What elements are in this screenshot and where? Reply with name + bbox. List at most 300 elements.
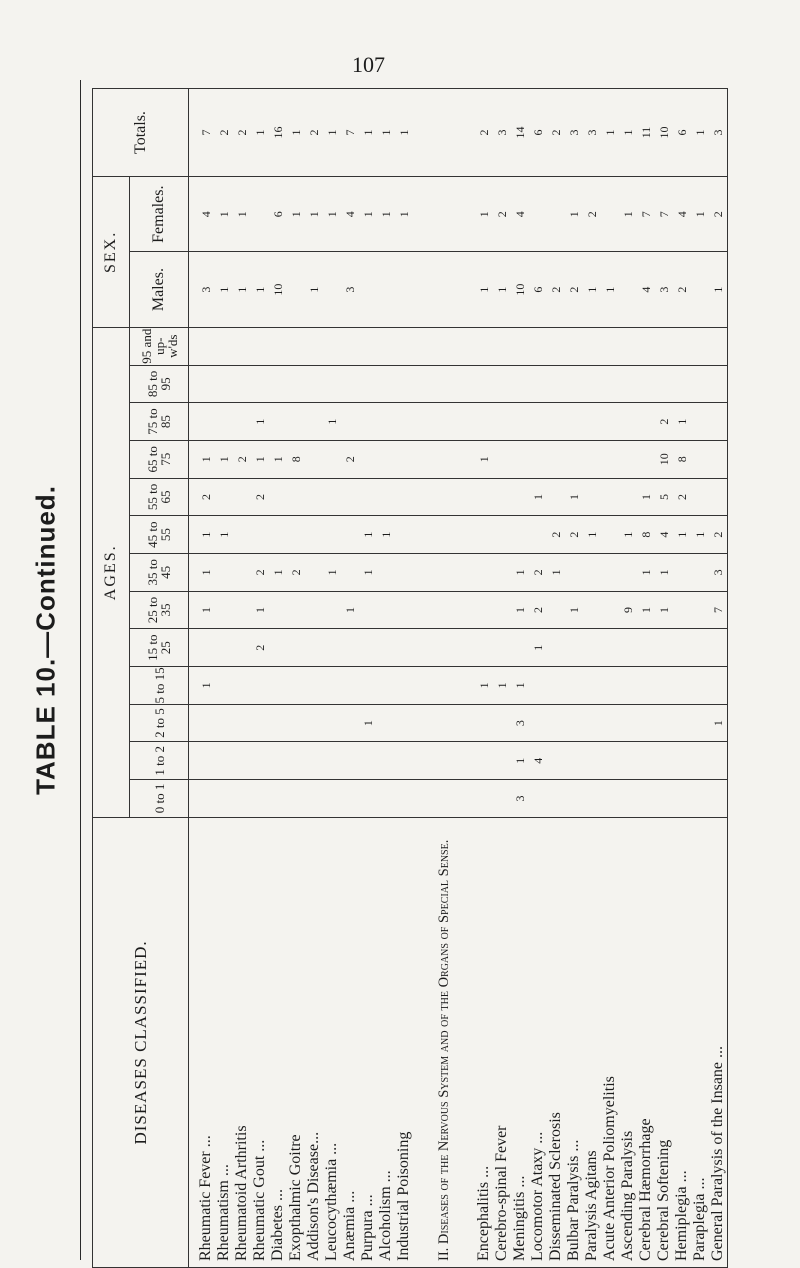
total-count: 1: [377, 89, 395, 177]
table-row: [323, 89, 341, 1268]
age-count: [565, 365, 583, 403]
total-count: 11: [637, 89, 655, 177]
age-count: [197, 629, 215, 667]
age-count: [305, 591, 323, 629]
age-count: [233, 742, 251, 780]
section-cell: [413, 478, 475, 516]
spacer-cell: [189, 403, 198, 441]
age-count: 2: [197, 478, 215, 516]
males-count: 3: [197, 252, 215, 327]
age-count: 1: [619, 516, 637, 554]
section-heading-row: [413, 89, 475, 1268]
age-count: [395, 667, 413, 705]
table-row: [287, 89, 305, 1268]
disease-name: Encephalitis ...: [475, 817, 493, 1267]
age-group-header: 0 to 1: [130, 780, 189, 818]
age-count: 1: [493, 667, 511, 705]
age-count: [377, 403, 395, 441]
spacer-cell: [189, 516, 198, 554]
age-count: [305, 403, 323, 441]
age-count: [359, 742, 377, 780]
total-count: 3: [709, 89, 728, 177]
age-count: 1: [565, 478, 583, 516]
age-count: [619, 403, 637, 441]
total-count: 1: [395, 89, 413, 177]
age-count: 2: [251, 478, 269, 516]
age-count: [601, 516, 619, 554]
age-count: [493, 780, 511, 818]
age-count: [529, 365, 547, 403]
table-row: [673, 89, 691, 1268]
age-count: [547, 591, 565, 629]
table-row: [529, 89, 547, 1268]
age-count: 1: [341, 591, 359, 629]
age-count: [493, 403, 511, 441]
age-count: [619, 667, 637, 705]
rotated-table-container: [92, 88, 752, 1268]
section-heading: II. Diseases of the Nervous System and of the Organs of Special Sense.: [413, 817, 475, 1267]
age-count: [673, 591, 691, 629]
age-count: [197, 742, 215, 780]
age-count: [377, 742, 395, 780]
binding-rule: [80, 80, 81, 1260]
age-count: [395, 365, 413, 403]
age-count: [475, 403, 493, 441]
table-row: [547, 89, 565, 1268]
table-row: [475, 89, 493, 1268]
age-count: [215, 327, 233, 365]
males-count: [691, 252, 709, 327]
age-count: [673, 327, 691, 365]
females-count: 4: [341, 177, 359, 252]
age-count: 1: [359, 516, 377, 554]
females-count: 1: [359, 177, 377, 252]
males-header: Males.: [130, 252, 189, 327]
age-count: [547, 704, 565, 742]
age-count: [287, 478, 305, 516]
age-count: 1: [709, 704, 728, 742]
age-count: [341, 780, 359, 818]
females-count: 1: [377, 177, 395, 252]
age-count: [305, 704, 323, 742]
disease-name: Diabetes ...: [269, 817, 287, 1267]
age-count: 1: [655, 554, 673, 592]
age-count: 1: [197, 591, 215, 629]
age-count: [287, 629, 305, 667]
age-count: [619, 704, 637, 742]
age-count: 1: [251, 440, 269, 478]
females-count: 7: [637, 177, 655, 252]
males-count: [287, 252, 305, 327]
age-count: [637, 780, 655, 818]
age-count: [233, 327, 251, 365]
total-count: 2: [305, 89, 323, 177]
age-count: [269, 478, 287, 516]
age-count: [583, 478, 601, 516]
age-count: [269, 629, 287, 667]
age-count: [341, 403, 359, 441]
age-count: [583, 554, 601, 592]
age-count: [529, 327, 547, 365]
total-count: 1: [359, 89, 377, 177]
disease-name: Rheumatoid Arthritis: [233, 817, 251, 1267]
age-count: 1: [637, 591, 655, 629]
spacer-cell: [189, 667, 198, 705]
age-count: 1: [511, 554, 529, 592]
age-count: [673, 667, 691, 705]
age-count: [601, 591, 619, 629]
age-count: 2: [287, 554, 305, 592]
males-count: 6: [529, 252, 547, 327]
total-count: 7: [341, 89, 359, 177]
age-count: [359, 780, 377, 818]
age-count: 1: [511, 742, 529, 780]
section-cell: [413, 629, 475, 667]
age-count: [529, 667, 547, 705]
females-count: 1: [215, 177, 233, 252]
disease-name: Cerebral Hæmorrhage: [637, 817, 655, 1267]
age-count: 8: [287, 440, 305, 478]
age-count: [709, 742, 728, 780]
males-count: [323, 252, 341, 327]
total-count: 10: [655, 89, 673, 177]
age-count: [233, 516, 251, 554]
section-cell: [413, 327, 475, 365]
disease-name: Industrial Poisoning: [395, 817, 413, 1267]
disease-name: Anæmia ...: [341, 817, 359, 1267]
age-count: 1: [547, 554, 565, 592]
age-count: [655, 704, 673, 742]
disease-name: Purpura ...: [359, 817, 377, 1267]
age-count: [583, 780, 601, 818]
disease-name: General Paralysis of the Insane ...: [709, 817, 728, 1267]
age-count: [377, 327, 395, 365]
females-count: 1: [691, 177, 709, 252]
age-count: [475, 365, 493, 403]
age-count: [655, 780, 673, 818]
table-row: [215, 89, 233, 1268]
disease-name: Rheumatism ...: [215, 817, 233, 1267]
age-count: [359, 478, 377, 516]
age-count: [323, 667, 341, 705]
table-row: [601, 89, 619, 1268]
age-count: [395, 403, 413, 441]
males-count: 1: [493, 252, 511, 327]
table-row: [637, 89, 655, 1268]
age-count: [691, 780, 709, 818]
age-count: [511, 365, 529, 403]
table-row: [655, 89, 673, 1268]
age-count: 2: [529, 554, 547, 592]
age-count: 1: [269, 440, 287, 478]
age-count: [655, 742, 673, 780]
age-count: [691, 478, 709, 516]
males-count: 4: [637, 252, 655, 327]
age-count: [215, 478, 233, 516]
section-cell: [413, 742, 475, 780]
age-count: [269, 591, 287, 629]
age-count: [305, 554, 323, 592]
age-count: [547, 440, 565, 478]
age-count: [341, 629, 359, 667]
age-count: [565, 667, 583, 705]
age-count: 1: [475, 667, 493, 705]
age-count: [341, 742, 359, 780]
age-count: [691, 403, 709, 441]
age-count: 2: [233, 440, 251, 478]
section-cell: [413, 554, 475, 592]
spacer-cell: [189, 327, 198, 365]
age-count: [269, 742, 287, 780]
age-count: [493, 516, 511, 554]
total-count: 1: [601, 89, 619, 177]
males-count: 1: [709, 252, 728, 327]
disease-name: Paraplegia ...: [691, 817, 709, 1267]
disease-name: Exopthalmic Goitre: [287, 817, 305, 1267]
age-count: [655, 667, 673, 705]
age-count: [547, 403, 565, 441]
age-count: [529, 780, 547, 818]
disease-name: Paralysis Agitans: [583, 817, 601, 1267]
age-count: [691, 667, 709, 705]
disease-name: Cerebro-spinal Fever: [493, 817, 511, 1267]
age-count: [475, 327, 493, 365]
age-count: [251, 327, 269, 365]
age-count: 1: [215, 516, 233, 554]
age-count: [619, 478, 637, 516]
age-count: [565, 554, 583, 592]
age-count: [547, 742, 565, 780]
table-row: [233, 89, 251, 1268]
age-count: [475, 780, 493, 818]
age-count: [323, 780, 341, 818]
age-group-header: 15 to 25: [130, 629, 189, 667]
age-count: [395, 554, 413, 592]
section-cell: [413, 667, 475, 705]
age-count: [305, 742, 323, 780]
age-count: [197, 403, 215, 441]
age-count: 1: [197, 667, 215, 705]
age-count: 3: [709, 554, 728, 592]
sex-header: SEX.: [93, 177, 130, 328]
age-count: [511, 403, 529, 441]
age-count: [583, 667, 601, 705]
table-row: [619, 89, 637, 1268]
age-count: [547, 327, 565, 365]
age-count: [709, 629, 728, 667]
age-count: 2: [341, 440, 359, 478]
age-count: [493, 478, 511, 516]
males-count: 2: [673, 252, 691, 327]
spacer-cell: [189, 365, 198, 403]
age-count: [359, 629, 377, 667]
age-count: [395, 704, 413, 742]
age-count: [691, 591, 709, 629]
age-count: 10: [655, 440, 673, 478]
page-number: 107: [352, 52, 385, 77]
age-count: [673, 704, 691, 742]
age-count: [475, 554, 493, 592]
table-row: [565, 89, 583, 1268]
age-count: [233, 629, 251, 667]
age-count: 1: [323, 403, 341, 441]
age-count: [323, 516, 341, 554]
males-count: 3: [655, 252, 673, 327]
age-count: [691, 704, 709, 742]
age-count: [565, 742, 583, 780]
males-count: 1: [475, 252, 493, 327]
age-count: [269, 403, 287, 441]
total-count: 2: [475, 89, 493, 177]
females-count: [601, 177, 619, 252]
age-count: [287, 403, 305, 441]
age-count: [565, 780, 583, 818]
age-count: [269, 516, 287, 554]
table-row: [251, 89, 269, 1268]
age-count: [359, 365, 377, 403]
age-count: [601, 742, 619, 780]
age-count: [511, 629, 529, 667]
age-count: [529, 516, 547, 554]
age-count: 1: [359, 704, 377, 742]
age-count: 2: [673, 478, 691, 516]
disease-table: [92, 88, 728, 1268]
age-count: [395, 742, 413, 780]
age-count: [493, 365, 511, 403]
age-count: [251, 365, 269, 403]
age-count: [709, 780, 728, 818]
age-count: 1: [197, 516, 215, 554]
spacer-cell: [189, 629, 198, 667]
age-count: [359, 403, 377, 441]
age-count: 1: [269, 554, 287, 592]
males-count: 1: [305, 252, 323, 327]
age-count: [565, 704, 583, 742]
males-count: [377, 252, 395, 327]
age-count: 1: [565, 591, 583, 629]
age-count: [395, 327, 413, 365]
section-cell: [413, 403, 475, 441]
age-count: [691, 440, 709, 478]
age-count: [377, 667, 395, 705]
age-count: [475, 742, 493, 780]
age-count: [493, 742, 511, 780]
age-count: [637, 327, 655, 365]
age-count: [619, 327, 637, 365]
age-count: [269, 365, 287, 403]
total-count: 6: [673, 89, 691, 177]
total-count: 3: [493, 89, 511, 177]
table-row: [341, 89, 359, 1268]
table-label: TABLE 10.—Continued.: [30, 485, 61, 795]
age-count: 1: [529, 629, 547, 667]
total-count: 14: [511, 89, 529, 177]
age-count: [305, 780, 323, 818]
age-count: [637, 629, 655, 667]
spacer-cell: [189, 478, 198, 516]
age-count: [287, 591, 305, 629]
age-count: [709, 478, 728, 516]
section-cell: [413, 780, 475, 818]
age-count: [691, 554, 709, 592]
age-count: 1: [637, 478, 655, 516]
age-count: [305, 440, 323, 478]
age-group-header: 95 and up-w'ds: [130, 327, 189, 365]
age-count: [359, 667, 377, 705]
age-group-header: 35 to 45: [130, 554, 189, 592]
age-count: [215, 780, 233, 818]
section-cell: [413, 89, 475, 177]
disease-name: Bulbar Paralysis ...: [565, 817, 583, 1267]
females-count: 6: [269, 177, 287, 252]
age-count: [287, 742, 305, 780]
spacer-cell: [189, 554, 198, 592]
females-count: 2: [583, 177, 601, 252]
age-count: [475, 591, 493, 629]
age-count: [601, 327, 619, 365]
males-count: 2: [565, 252, 583, 327]
age-count: [565, 629, 583, 667]
age-count: [511, 478, 529, 516]
age-group-header: 85 to 95: [130, 365, 189, 403]
disease-name: Rheumatic Fever ...: [197, 817, 215, 1267]
age-count: [565, 440, 583, 478]
females-count: 1: [287, 177, 305, 252]
section-cell: [413, 516, 475, 554]
total-count: 7: [197, 89, 215, 177]
age-count: [377, 591, 395, 629]
table-row: [493, 89, 511, 1268]
age-count: [529, 403, 547, 441]
age-count: [305, 629, 323, 667]
age-count: [493, 629, 511, 667]
age-count: [637, 667, 655, 705]
age-count: 1: [359, 554, 377, 592]
age-count: [341, 478, 359, 516]
disease-name: Rheumatic Gout ...: [251, 817, 269, 1267]
females-count: 1: [395, 177, 413, 252]
age-count: [637, 403, 655, 441]
age-count: 1: [197, 440, 215, 478]
age-count: [637, 440, 655, 478]
age-count: [673, 742, 691, 780]
age-group-header: 25 to 35: [130, 591, 189, 629]
age-count: [547, 629, 565, 667]
age-group-header: 1 to 2: [130, 742, 189, 780]
age-count: [377, 554, 395, 592]
age-count: 3: [511, 780, 529, 818]
age-count: [287, 365, 305, 403]
age-count: [269, 327, 287, 365]
table-row: [691, 89, 709, 1268]
table-body: [189, 89, 728, 1268]
age-count: [619, 440, 637, 478]
total-count: 6: [529, 89, 547, 177]
age-count: [395, 591, 413, 629]
age-count: 1: [251, 591, 269, 629]
age-group-header: 45 to 55: [130, 516, 189, 554]
age-group-header: 5 to 15: [130, 667, 189, 705]
age-count: [619, 742, 637, 780]
age-count: 2: [547, 516, 565, 554]
spacer-cell: [189, 252, 198, 327]
age-count: [377, 629, 395, 667]
age-count: 1: [529, 478, 547, 516]
spacer-cell: [189, 817, 198, 1267]
age-count: [619, 629, 637, 667]
age-count: [583, 591, 601, 629]
age-count: [691, 327, 709, 365]
